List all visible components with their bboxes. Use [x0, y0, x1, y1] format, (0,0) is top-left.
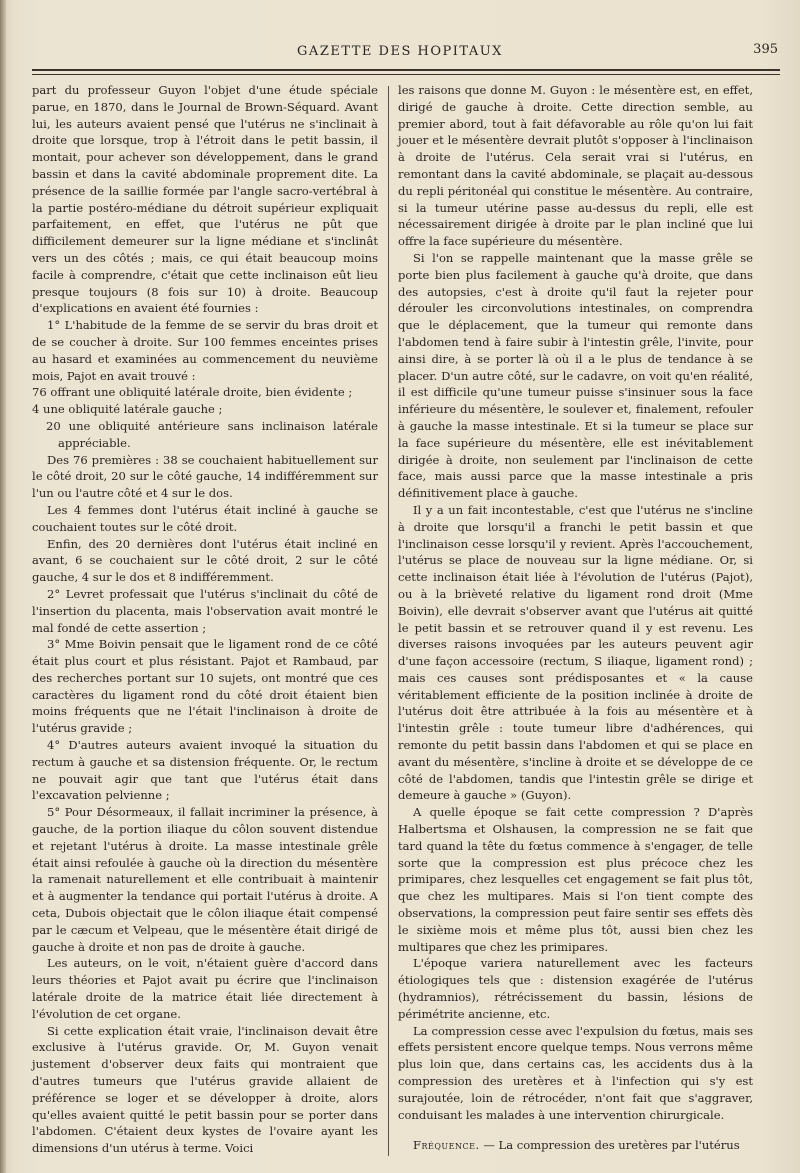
- paragraph: L'époque variera naturellement avec les facteurs étiologiques tels que : distension exagérée de l'utérus (hydramnios), rétrécissement du bassin, lésions de périmétrite ancienne, etc.: [398, 956, 753, 1021]
- left-column: [32, 82, 378, 1157]
- section-heading: Fréquence.: [413, 1138, 480, 1153]
- paragraph: A quelle époque se fait cette compression ? D'après Halbertsma et Olshausen, la compression ne se fait que tard quand la tête du fœtus commence à s'engager, de telle sorte que la compression est plus précoce chez les primipares, chez lesquelles cet engagement se fait plus tôt, que chez les multipares. Mais si l'on tient compte des observations, la compression peut faire sentir ses effets dès le sixième mois et même plus tôt, aussi bien chez les multipares que chez les primipares.: [398, 805, 753, 954]
- list-item: 4 une obliquité latérale gauche ;: [32, 402, 223, 417]
- paragraph: Des 76 premières : 38 se couchaient habituellement sur le côté droit, 20 sur le côté gauche, 14 indifféremment sur l'un ou l'autre côté et 4 sur le dos.: [32, 452, 378, 501]
- paragraph: Les auteurs, on le voit, n'étaient guère d'accord dans leurs théories et Pajot avait pu écrire que l'inclinaison latérale droite de la matrice était liée directement à l'évolution de cet organe.: [32, 956, 378, 1021]
- paragraph: 2° Levret professait que l'utérus s'inclinait du côté de l'insertion du placenta, mais l'observation avait montré le mal fondé de cette assertion ;: [32, 586, 378, 635]
- list-item: 20 une obliquité antérieure sans inclinaison latérale appréciable.: [46, 418, 378, 450]
- paragraph: Enfin, des 20 dernières dont l'utérus était incliné en avant, 6 se couchaient sur le côté droit, 2 sur le côté gauche, 4 sur le dos et 8 indifféremment.: [32, 536, 378, 585]
- paragraph: les raisons que donne M. Guyon : le mésentère est, en effet, dirigé de gauche à droite. Cette direction semble, au premier abord, tout à fait défavorable au rôle qu'on lui fait jouer et le mésentère devrait plutôt s'opposer à l'inclinaison à droite de l'utérus. Cela serait vrai si l'utérus, en remontant dans la cavité abdominale, se plaçait au-dessous du repli péritonéal qui constitue le mésentère. Au contraire, si la tumeur utérine passe au-dessus du repli, elle est nécessairement dirigée à droite par le plan incliné que lui offre la face supérieure du mésentère.: [398, 83, 753, 249]
- right-column: [398, 82, 753, 1154]
- paragraph: Si l'on se rappelle maintenant que la masse grêle se porte bien plus facilement à gauche qu'à droite, que dans des autopsies, c'est à droite qu'il faut la rejeter pour dérouler les circonvolutions intestinales, on comprendra que le déplacement, que la tumeur qui remonte dans l'abdomen tend à faire subir à l'intestin grêle, l'invite, pour ainsi dire, à se porter là où il a le plus de tendance à se placer. D'un autre côté, sur le cadavre, on voit qu'en réalité, il est difficile qu'une tumeur puisse s'insinuer sous la face inférieure du mésentère, le soulever et, finalement, refouler à gauche la masse intestinale. Et si la tumeur se place sur la face supérieure du mésentère, elle est inévitablement dirigée à droite, non seulement par l'inclinaison de cette face, mais aussi parce que la masse intestinale a pris définitivement place à gauche.: [398, 250, 753, 501]
- paragraph: 3° Mme Boivin pensait que le ligament rond de ce côté était plus court et plus résistant. Pajot et Rambaud, par des recherches portant sur 10 sujets, ont montré que ces caractères du ligament rond du côté droit étaient bien moins fréquents que ne l'était l'inclinaison à droite de l'utérus gravide ;: [32, 637, 378, 736]
- header-rule-thick: [32, 69, 780, 71]
- paragraph: part du professeur Guyon l'objet d'une étude spéciale parue, en 1870, dans le Journal de Brown-Séquard. Avant lui, les auteurs avaient pensé que l'utérus ne s'inclinait à droite que lorsque, trop à l'étroit dans le petit bassin, il montait, pour achever son développement, dans le grand bassin et dans la cavité abdominale proprement dite. La présence de la saillie formée par l'angle sacro-vertébral à la partie postéro-médiane du détroit supérieur expliquait parfaitement, en effet, que l'utérus ne pût que difficilement demeurer sur la ligne médiane et s'inclinât vers un des côtés ; mais, ce qui était beaucoup moins facile à comprendre, c'était que cette inclinaison eût lieu presque toujours (8 fois sur 10) à droite. Beaucoup d'explications en avaient été fournies :: [32, 83, 378, 316]
- page-binding-edge: [0, 0, 6, 1173]
- paragraph: Les 4 femmes dont l'utérus était incliné à gauche se couchaient toutes sur le côté droit.: [32, 502, 378, 534]
- page-number: 395: [753, 42, 778, 57]
- paragraph: 4° D'autres auteurs avaient invoqué la situation du rectum à gauche et sa distension fréquente. Or, le rectum ne pouvait agir que tant que l'utérus était dans l'excavation pelvienne ;: [32, 738, 378, 803]
- paragraph: Si cette explication était vraie, l'inclinaison devait être exclusive à l'utérus gravide. Or, M. Guyon venait justement d'observer deux faits qui montraient que d'autres tumeurs que l'utérus gravide allaient de préférence se loger et se développer à droite, alors qu'elles avaient quitté le petit bassin pour se porter dans l'abdomen. C'étaient deux kystes de l'ovaire ayant les dimensions d'un utérus à terme. Voici: [32, 1023, 378, 1156]
- list-item: 76 offrant une obliquité latérale droite, bien évidente ;: [32, 385, 353, 400]
- running-title: GAZETTE DES HOPITAUX: [297, 44, 503, 59]
- paragraph: 5° Pour Désormeaux, il fallait incriminer la présence, à gauche, de la portion iliaque du côlon souvent distendue et rejetant l'utérus à droite. La masse intestinale grêle était ainsi refoulée à gauche où la direction du mésentère la ramenait naturellement et elle contribuait à maintenir et à augmenter la tendance qui portait l'utérus à droite. A ceta, Dubois objectait que le côlon iliaque était compensé par le cæcum et Velpeau, que le mésentère était dirigé de gauche à droite et non pas de droite à gauche.: [32, 805, 378, 954]
- column-divider: [388, 86, 389, 1156]
- section-text: — La compression des uretères par l'utérus: [479, 1138, 740, 1153]
- paragraph: 1° L'habitude de la femme de se servir du bras droit et de se coucher à droite. Sur 100 femmes enceintes prises au hasard et examinées au commencement du neuvième mois, Pajot en avait trouvé :: [32, 318, 378, 383]
- section-paragraph: [398, 1137, 753, 1154]
- paragraph: Il y a un fait incontestable, c'est que l'utérus ne s'incline à droite que lorsqu'il a franchi le petit bassin et que l'inclinaison cesse lorsqu'il y revient. Après l'accouchement, l'utérus se place de nouveau sur la ligne médiane. Or, si cette inclinaison était liée à l'évolution de l'utérus (Pajot), ou à la brièveté relative du ligament rond droit (Mme Boivin), elle devrait s'observer avant que l'utérus ait quitté le petit bassin et se retrouver quand il y est revenu. Les diverses raisons invoquées par les auteurs peuvent agir d'une façon accessoire (rectum, S iliaque, ligament rond) ; mais ces causes sont prédisposantes et « la cause véritablement efficiente de la position inclinée à droite de l'utérus doit être attribuée à la fois au mésentère et à l'intestin grêle : toute tumeur libre d'adhérences, qui remonte du petit bassin dans l'abdomen et qui se place en avant du mésentère, s'incline à droite et se développe de ce côté de l'abdomen, tandis que l'intestin grêle se dirige et demeure à gauche » (Guyon).: [398, 502, 753, 803]
- paragraph: La compression cesse avec l'expulsion du fœtus, mais ses effets persistent encore quelque temps. Nous verrons même plus loin que, dans certains cas, les accidents dus à la compression des uretères et à l'infection qui s'y est surajoutée, loin de rétrocéder, n'ont fait que s'aggraver, conduisant les malades à une intervention chirurgicale.: [398, 1023, 753, 1122]
- header-rule-thin: [32, 74, 780, 75]
